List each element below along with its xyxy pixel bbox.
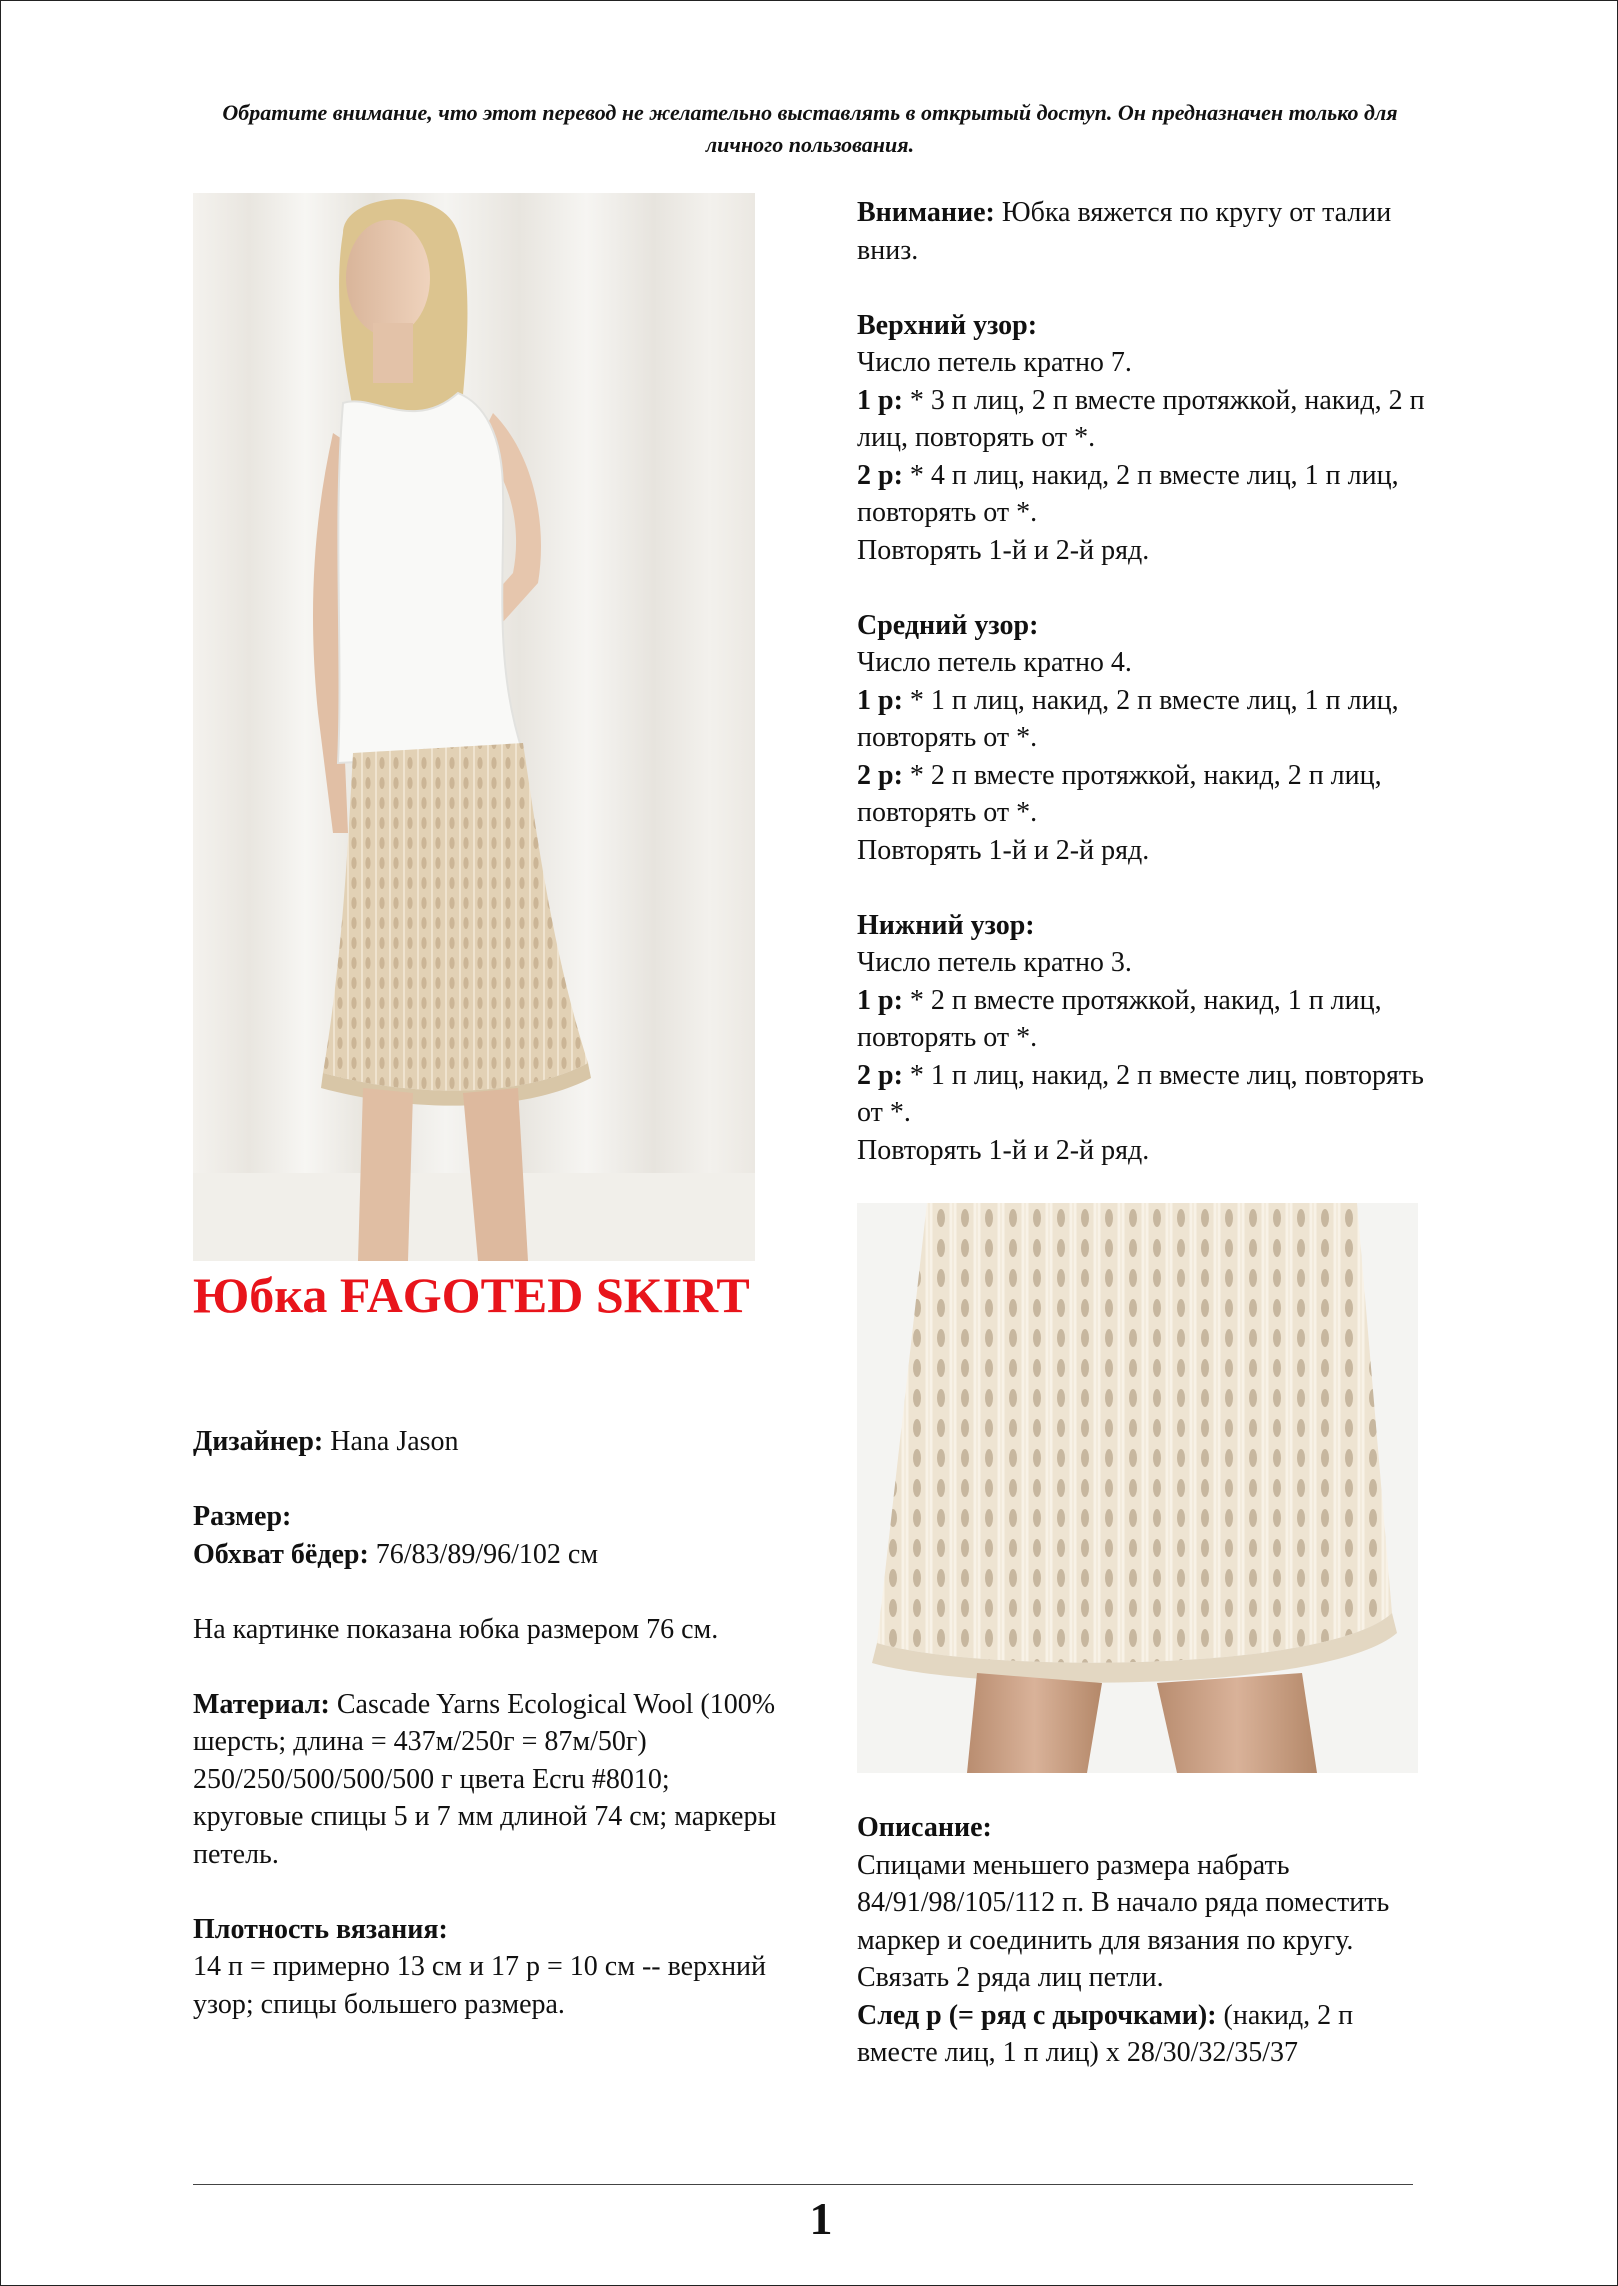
gauge-label-text: Плотность вязания: <box>193 1913 448 1945</box>
middle-pattern-repeat: Повторять 1-й и 2-й ряд. <box>857 834 1150 866</box>
description-text: Спицами меньшего размера набрать 84/91/98/105/112 п. В начало ряда поместить маркер и соединить для вязания по кругу. Связать 2 ряда лиц петли. <box>857 1849 1390 1993</box>
model-photo <box>193 193 755 1261</box>
notice-text: Обратите внимание, что этот перевод не желательно выставлять в открытый доступ. Он предназначен только для личного пользования. <box>222 100 1398 157</box>
designer-label: Дизайнер: <box>193 1426 324 1457</box>
right-column-top <box>857 194 1437 1169</box>
middle-row1-label: 1 р: <box>857 684 903 716</box>
next-row-label: След р (= ряд с дырочками): <box>857 1999 1217 2031</box>
footer-divider <box>193 2184 1413 2185</box>
skirt-detail-photo <box>857 1203 1418 1773</box>
material-value: Cascade Yarns Ecological Wool (100% шерсть; длина = 437м/250г = 87м/50г) 250/250/500/500/500 г цвета Ecru #8010; круговые спицы 5 и 7 мм длиной 74 см; маркеры петель. <box>193 1688 777 1870</box>
lower-pattern-label <box>857 907 1437 945</box>
middle-pattern-label-text: Средний узор: <box>857 609 1039 641</box>
upper-pattern-repeat: Повторять 1-й и 2-й ряд. <box>857 534 1150 566</box>
lower-row1-label: 1 р: <box>857 984 903 1016</box>
size-label <box>193 1498 783 1536</box>
skirt-detail-illustration <box>857 1203 1418 1773</box>
upper-pattern-row2 <box>857 457 1437 532</box>
description-label-text: Описание: <box>857 1812 992 1843</box>
upper-pattern-row1 <box>857 382 1437 457</box>
lower-pattern-row2 <box>857 1057 1437 1132</box>
description-label <box>857 1809 1437 1847</box>
hips-value: 76/83/89/96/102 см <box>368 1538 599 1570</box>
attention-value: Юбка вяжется по кругу от талии вниз. <box>857 197 1392 266</box>
designer-value: Hana Jason <box>323 1426 459 1457</box>
middle-pattern-row1 <box>857 682 1437 757</box>
material-label: Материал: <box>193 1688 330 1720</box>
upper-pattern-multiple: Число петель кратно 7. <box>857 347 1132 378</box>
upper-row2-label: 2 р: <box>857 459 903 491</box>
size-label-text: Размер: <box>193 1501 292 1532</box>
next-row-line <box>857 1997 1437 2072</box>
middle-pattern-row2 <box>857 757 1437 832</box>
upper-pattern-label-text: Верхний узор: <box>857 309 1038 341</box>
middle-pattern-label <box>857 607 1437 645</box>
lower-pattern-label-text: Нижний узор: <box>857 909 1035 941</box>
designer-line <box>193 1423 783 1461</box>
attention-label: Внимание: <box>857 197 995 228</box>
upper-row1-text: * 3 п лиц, 2 п вместе протяжкой, накид, 2 п лиц, повторять от *. <box>857 384 1425 453</box>
gauge-label <box>193 1911 783 1949</box>
left-column <box>193 1423 783 2023</box>
attention-line <box>857 194 1437 269</box>
next-row-value: (накид, 2 п вместе лиц, 1 п лиц) х 28/30/32/35/37 <box>857 1999 1354 2068</box>
middle-row1-text: * 1 п лиц, накид, 2 п вместе лиц, 1 п лиц, повторять от *. <box>857 684 1399 753</box>
middle-pattern-multiple: Число петель кратно 4. <box>857 647 1132 678</box>
right-column-bottom <box>857 1809 1437 2072</box>
page-title: Юбка FAGOTED SKIRT <box>193 1267 750 1323</box>
upper-row2-text: * 4 п лиц, накид, 2 п вместе лиц, 1 п лиц, повторять от *. <box>857 459 1399 528</box>
model-photo-illustration <box>193 193 755 1261</box>
lower-row2-text: * 1 п лиц, накид, 2 п вместе лиц, повторять от *. <box>857 1059 1424 1128</box>
lower-pattern-repeat: Повторять 1-й и 2-й ряд. <box>857 1134 1150 1166</box>
lower-pattern-multiple: Число петель кратно 3. <box>857 947 1132 978</box>
shown-size: На картинке показана юбка размером 76 см. <box>193 1613 719 1645</box>
lower-pattern-row1 <box>857 982 1437 1057</box>
hips-label: Обхват бёдер: <box>193 1538 369 1570</box>
upper-pattern-label <box>857 307 1437 345</box>
material-line <box>193 1686 783 1874</box>
lower-row2-label: 2 р: <box>857 1059 903 1091</box>
upper-row1-label: 1 р: <box>857 384 903 416</box>
page-number: 1 <box>809 2193 833 2244</box>
middle-row2-label: 2 р: <box>857 759 903 791</box>
gauge-value: 14 п = примерно 13 см и 17 р = 10 см -- верхний узор; спицы большего размера. <box>193 1951 767 2020</box>
hips-line <box>193 1536 783 1574</box>
middle-row2-text: * 2 п вместе протяжкой, накид, 2 п лиц, повторять от *. <box>857 759 1382 828</box>
lower-row1-text: * 2 п вместе протяжкой, накид, 1 п лиц, повторять от *. <box>857 984 1382 1053</box>
